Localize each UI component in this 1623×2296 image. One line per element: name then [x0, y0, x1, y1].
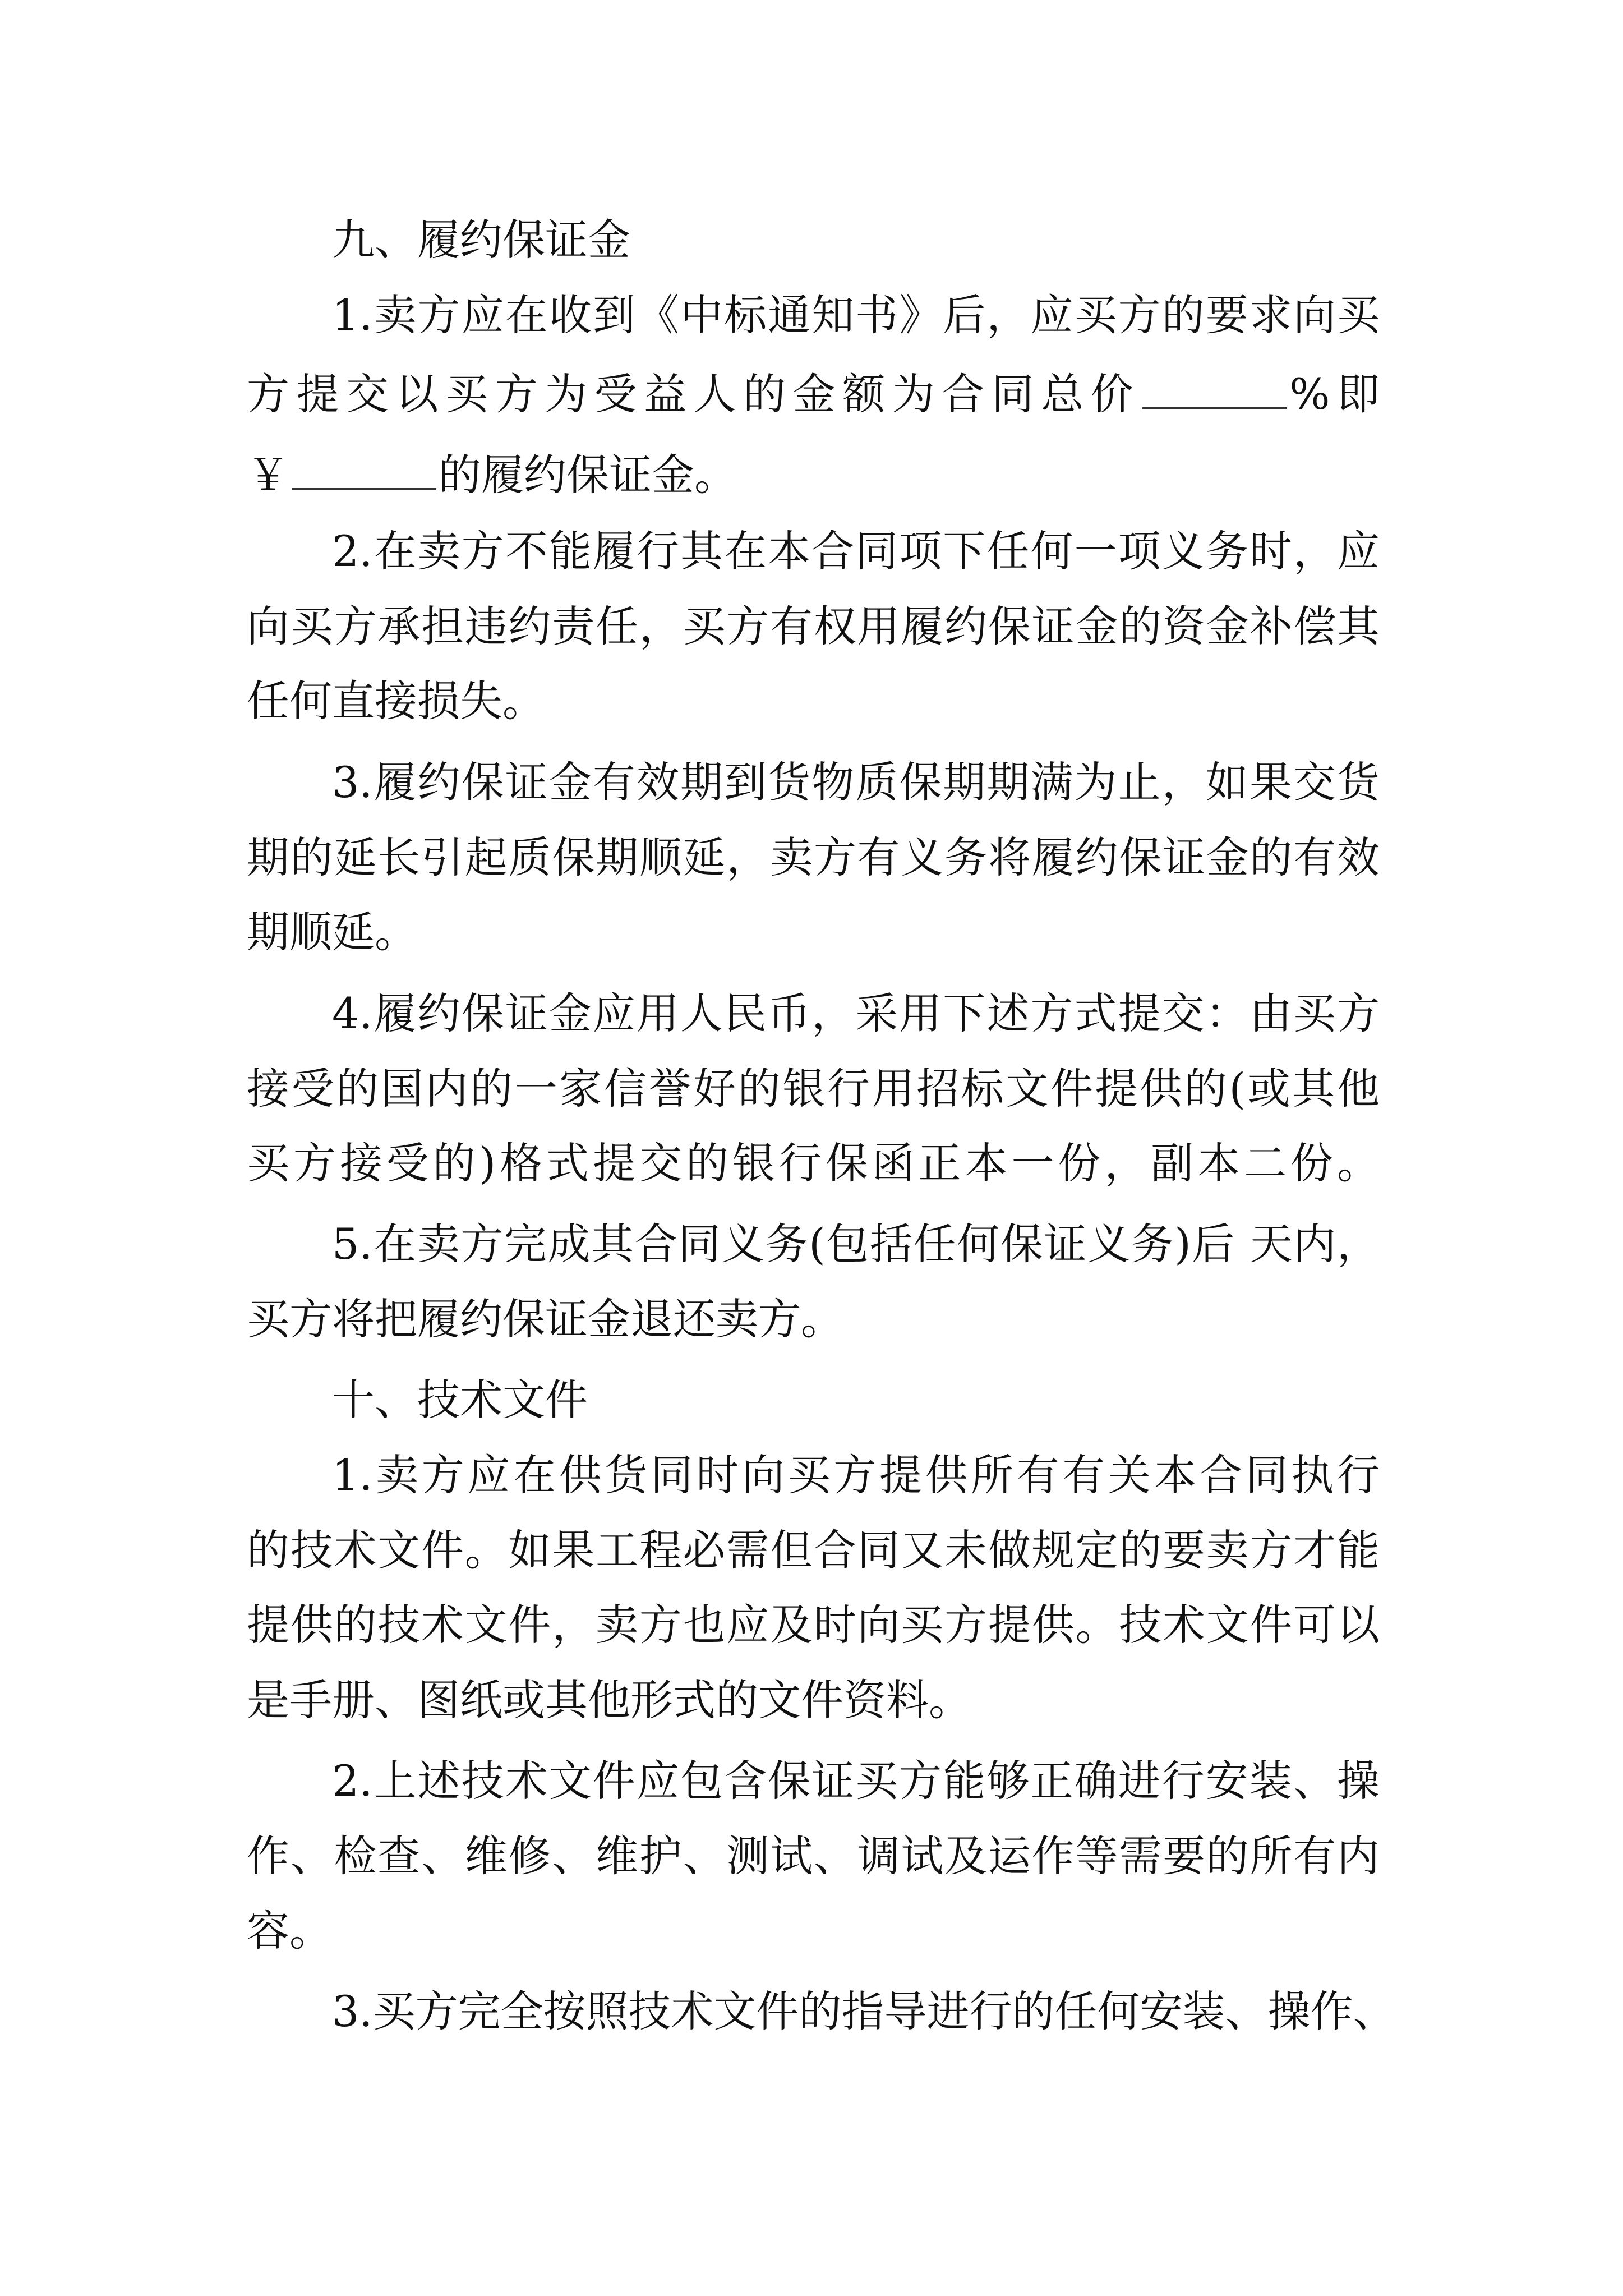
- section-heading-technical-documents: 十、技术文件: [332, 1375, 588, 1425]
- paragraph-line: 容。: [247, 1906, 332, 1955]
- paragraph-line: 接受的国内的一家信誉好的银行用招标文件提供的(或其他: [247, 1064, 1380, 1114]
- paragraph-line: 是手册、图纸或其他形式的文件资料。: [247, 1675, 971, 1725]
- paragraph-line: 1.卖方应在收到《中标通知书》后，应买方的要求向买: [332, 290, 1380, 340]
- fill-in-blank: [1142, 362, 1287, 409]
- text-span: %即: [1289, 369, 1380, 419]
- text-span: 方提交以买方为受益人的金额为合同总价: [247, 369, 1141, 419]
- paragraph-line: 3.买方完全按照技术文件的指导进行的任何安装、操作、: [332, 1986, 1396, 2036]
- paragraph-line: 5.在卖方完成其合同义务(包括任何保证义务)后 天内，: [332, 1219, 1380, 1269]
- currency-symbol: ￥: [247, 450, 289, 500]
- paragraph-line: 买方接受的)格式提交的银行保函正本一份，副本二份。: [247, 1138, 1380, 1188]
- paragraph-line: 2.在卖方不能履行其在本合同项下任何一项义务时，应: [332, 526, 1380, 576]
- paragraph-line: 期的延长引起质保期顺延，卖方有义务将履约保证金的有效: [247, 832, 1380, 882]
- paragraph-line: 期顺延。: [247, 907, 417, 957]
- paragraph-line: 作、检查、维修、维护、测试、调试及运作等需要的所有内: [247, 1831, 1380, 1881]
- section-heading-performance-bond: 九、履约保证金: [332, 215, 630, 265]
- paragraph-line: 买方将把履约保证金退还卖方。: [247, 1294, 843, 1344]
- paragraph-line: [247, 443, 1380, 499]
- text-span: 的履约保证金。: [439, 450, 737, 500]
- paragraph-line: 的技术文件。如果工程必需但合同又未做规定的要卖方才能: [247, 1525, 1380, 1575]
- paragraph-line: 提供的技术文件，卖方也应及时向买方提供。技术文件可以: [247, 1600, 1380, 1650]
- paragraph-line: 3.履约保证金有效期到货物质保期期满为止，如果交货: [332, 757, 1380, 807]
- fill-in-blank: [292, 443, 436, 490]
- paragraph-line: 1.卖方应在供货同时向买方提供所有有关本合同执行: [332, 1450, 1380, 1500]
- paragraph-line: 4.履约保证金应用人民币，采用下述方式提交：由买方: [332, 988, 1380, 1038]
- paragraph-line: [247, 362, 1380, 418]
- paragraph-line: 2.上述技术文件应包含保证买方能够正确进行安装、操: [332, 1756, 1380, 1806]
- paragraph-line: 向买方承担违约责任，买方有权用履约保证金的资金补偿其: [247, 601, 1380, 651]
- paragraph-line: 任何直接损失。: [247, 676, 545, 726]
